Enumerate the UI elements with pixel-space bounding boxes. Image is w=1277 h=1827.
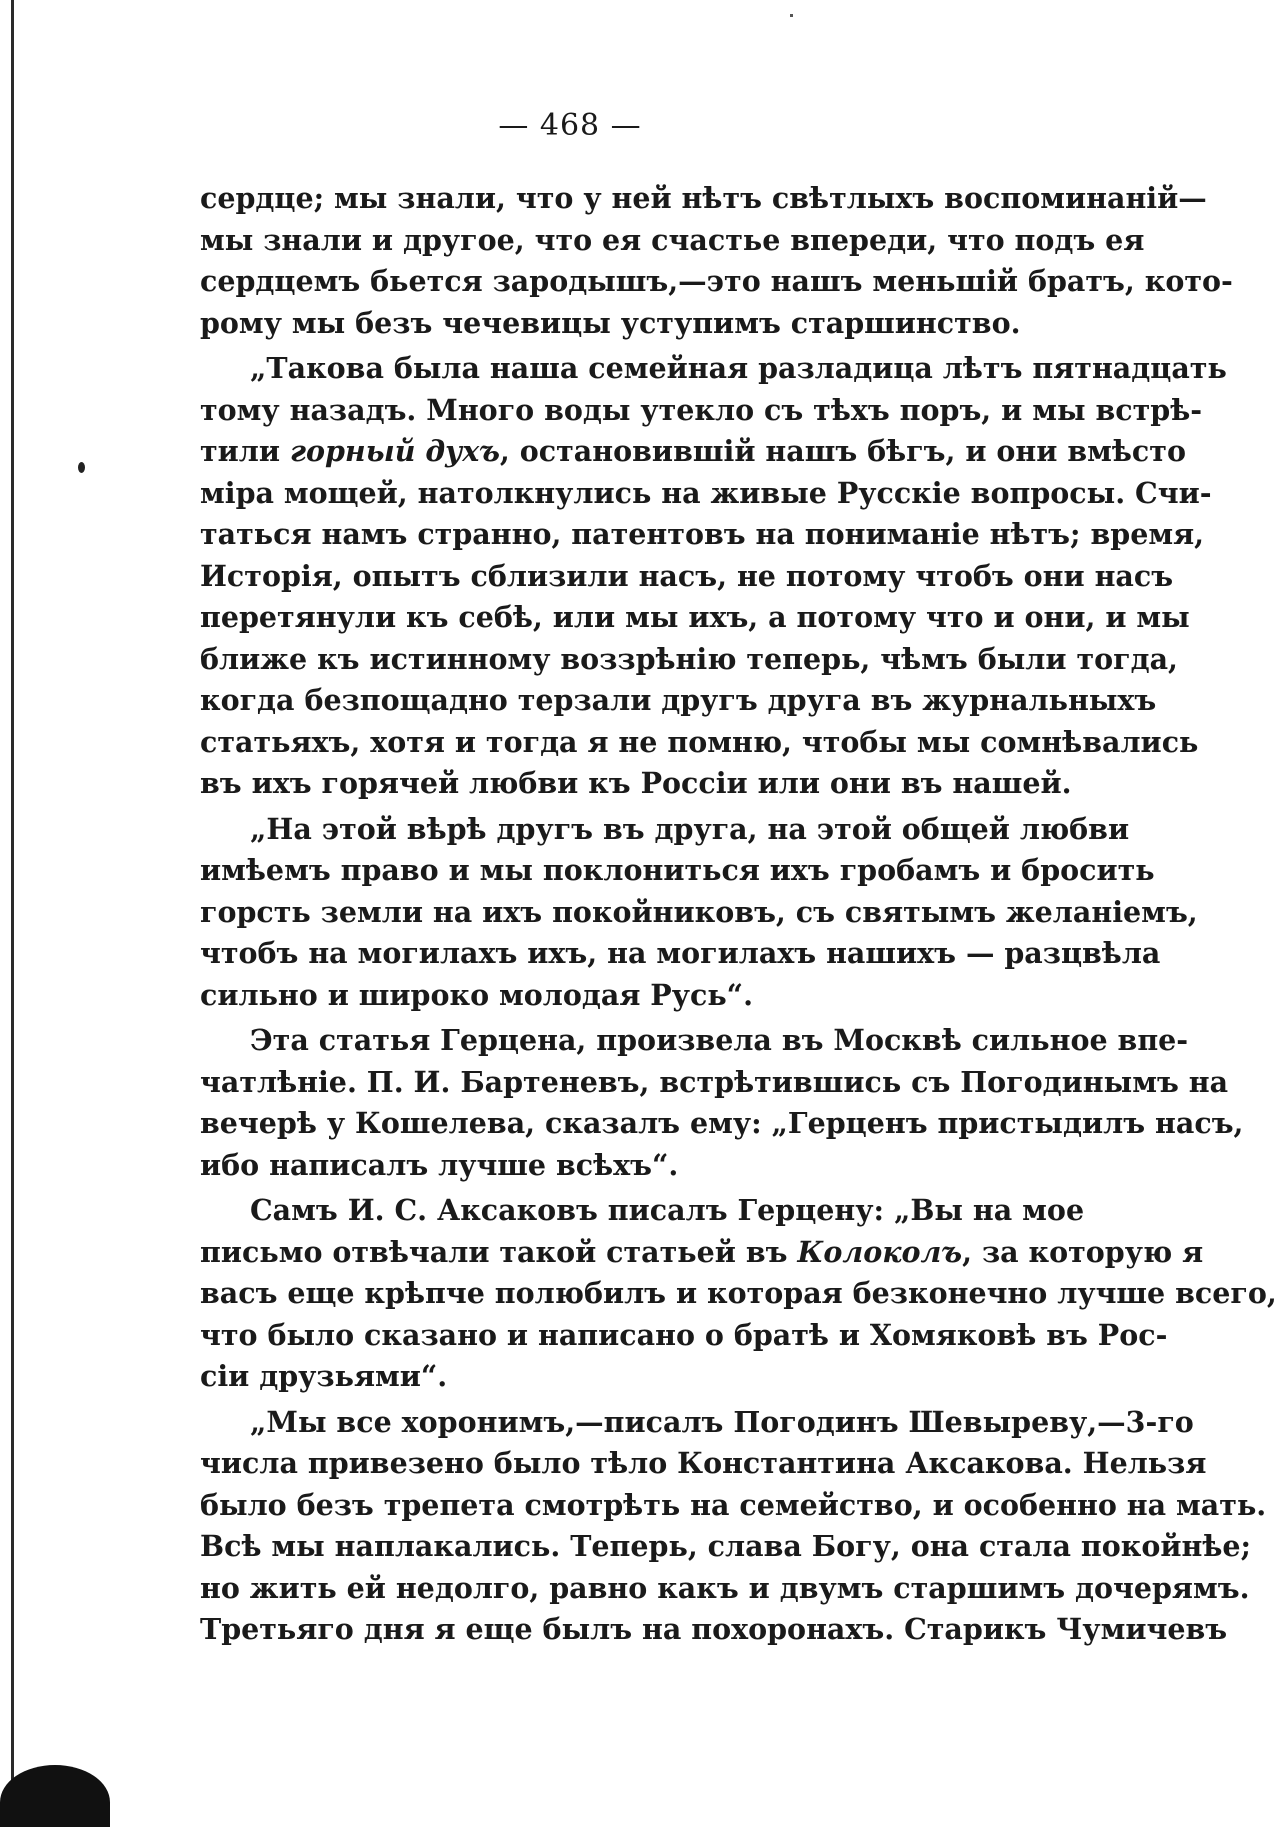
text-line: сіи друзьями“. bbox=[200, 1359, 448, 1393]
text-line-with-italic bbox=[200, 1232, 1204, 1274]
scan-speck bbox=[790, 14, 793, 17]
text-line: таться намъ странно, патентовъ на пониманіе нѣтъ; время, bbox=[200, 517, 1205, 551]
text-line: имѣемъ право и мы поклониться ихъ гробамъ и бросить bbox=[200, 853, 1155, 887]
paragraph-start-line: „Такова была наша семейная разладица лѣтъ пятнадцать bbox=[250, 351, 1227, 385]
text-line: вечерѣ у Кошелева, сказалъ ему: „Герценъ пристыдилъ насъ, bbox=[200, 1106, 1244, 1140]
text-line-with-italic bbox=[200, 431, 1186, 473]
text-line: но жить ей недолго, равно какъ и двумъ старшимъ дочерямъ. bbox=[200, 1570, 1250, 1605]
text-line: мы знали и другое, что ея счастье впереди, что подъ ея bbox=[200, 222, 1145, 257]
text-line: числа привезено было тѣло Константина Аксакова. Нельзя bbox=[200, 1446, 1207, 1480]
text-run: , за которую я bbox=[962, 1234, 1204, 1269]
text-line: сердце; мы знали, что у ней нѣтъ свѣтлыхъ воспоминаній— bbox=[200, 181, 1207, 215]
text-line: чатлѣніе. П. И. Бартеневъ, встрѣтившись съ Погодинымъ на bbox=[200, 1064, 1229, 1099]
text-line: ибо написалъ лучше всѣхъ“. bbox=[200, 1147, 679, 1182]
text-line: Исторія, опытъ сблизили насъ, не потому чтобъ они насъ bbox=[200, 558, 1174, 593]
body-text bbox=[200, 178, 1277, 1651]
text-run: письмо отвѣчали такой статьей въ bbox=[200, 1234, 798, 1269]
text-line: чтобъ на могилахъ ихъ, на могилахъ нашихъ — разцвѣла bbox=[200, 936, 1161, 970]
paragraph-start-line: Самъ И. С. Аксаковъ писалъ Герцену: „Вы на мое bbox=[250, 1193, 1085, 1227]
text-run: тили bbox=[200, 434, 290, 468]
text-line: горсть земли на ихъ покойниковъ, съ святымъ желаніемъ, bbox=[200, 894, 1198, 929]
text-line: міра мощей, натолкнулись на живые Русскіе вопросы. Счи- bbox=[200, 475, 1212, 510]
text-line: было безъ трепета смотрѣть на семейство, и особенно на мать. bbox=[200, 1487, 1267, 1522]
text-line: статьяхъ, хотя и тогда я не помню, чтобы мы сомнѣвались bbox=[200, 724, 1199, 759]
paragraph-start-line: „На этой вѣрѣ другъ въ друга, на этой общей любви bbox=[250, 811, 1130, 846]
text-line: когда безпощадно терзали другъ друга въ журнальныхъ bbox=[200, 683, 1157, 717]
text-line: что было сказано и написано о братѣ и Хомяковѣ въ Рос- bbox=[200, 1317, 1168, 1352]
paragraph-start-line: „Мы все хоронимъ,—писалъ Погодинъ Шевыреву,—3-го bbox=[250, 1404, 1194, 1439]
text-line: въ ихъ горячей любви къ Россіи или они въ нашей. bbox=[200, 766, 1072, 800]
text-line: рому мы безъ чечевицы уступимъ старшинство. bbox=[200, 305, 1021, 340]
text-line: Третьяго дня я еще былъ на похоронахъ. Старикъ Чумичевъ bbox=[200, 1612, 1228, 1646]
italic-text-run: горный духъ bbox=[289, 434, 500, 468]
italic-text-run: Колоколъ bbox=[797, 1234, 963, 1269]
scan-left-edge bbox=[11, 0, 14, 1827]
text-line: сердцемъ бьется зародышъ,—это нашъ меньшій братъ, кото- bbox=[200, 264, 1233, 298]
ink-blot bbox=[0, 1765, 110, 1827]
text-line: Всѣ мы наплакались. Теперь, слава Богу, она стала покойнѣе; bbox=[200, 1529, 1252, 1563]
paragraph-start-line: Эта статья Герцена, произвела въ Москвѣ сильное впе- bbox=[250, 1023, 1189, 1057]
text-line: ближе къ истинному воззрѣнію теперь, чѣмъ были тогда, bbox=[200, 641, 1178, 676]
text-line: тому назадъ. Много воды утекло съ тѣхъ поръ, и мы встрѣ- bbox=[200, 392, 1203, 427]
text-line: перетянули къ себѣ, или мы ихъ, а потому что и они, и мы bbox=[200, 600, 1190, 634]
scan-speck bbox=[78, 462, 85, 473]
text-line: васъ еще крѣпче полюбилъ и которая безконечно лучше всего, bbox=[200, 1276, 1277, 1310]
page-number: — 468 — bbox=[498, 108, 642, 143]
text-line: сильно и широко молодая Русь“. bbox=[200, 977, 753, 1012]
text-run: , остановившій нашъ бѣгъ, и они вмѣсто bbox=[499, 434, 1186, 468]
